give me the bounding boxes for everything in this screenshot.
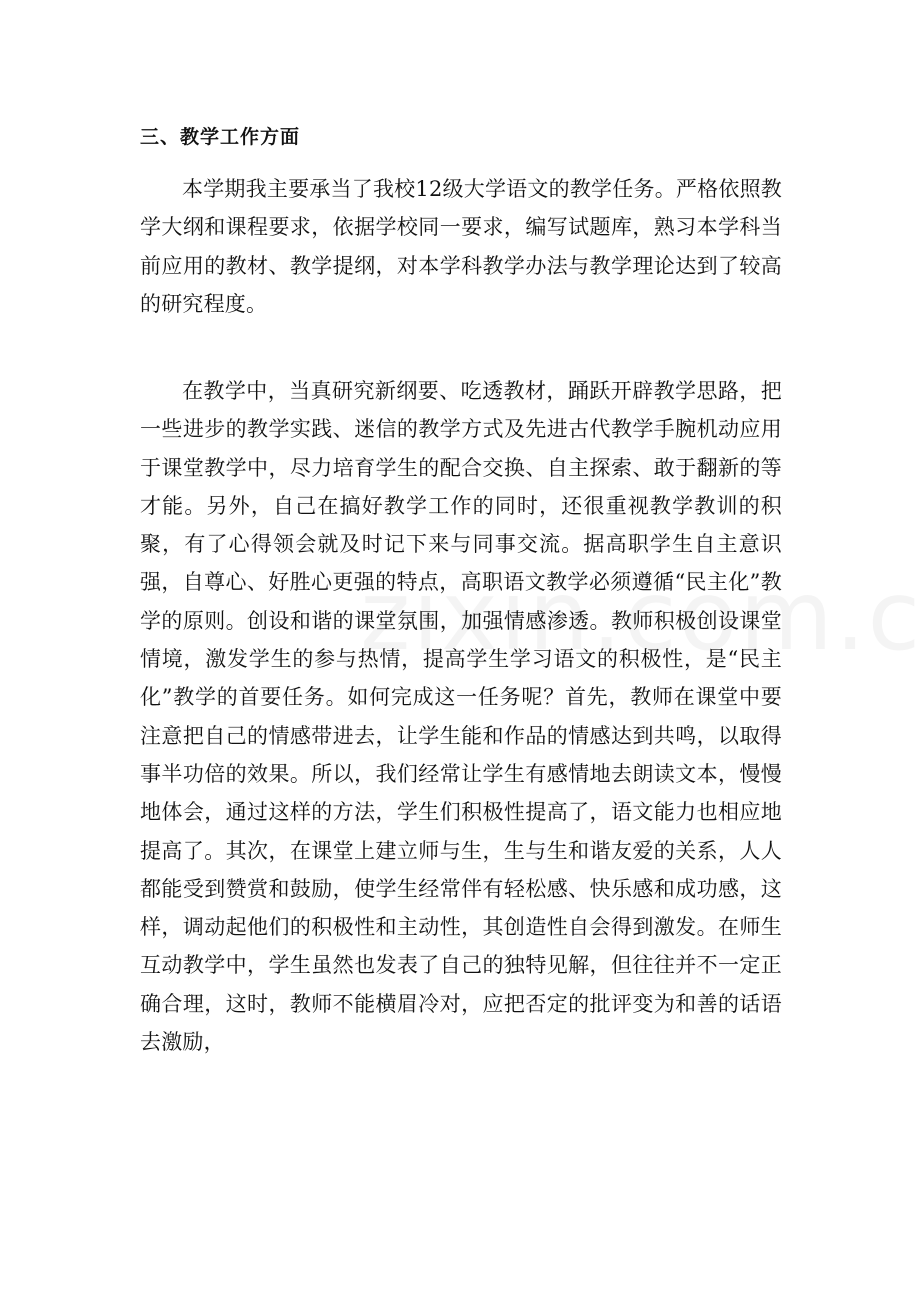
paragraph-1: 本学期我主要承当了我校12级大学语文的教学任务。严格依照教学大纲和课程要求，依据学校同一要求，编写试题库，熟习本学科当前应用的教材、教学提纲，对本学科教学办法与教学理论达到了较高的研究程度。: [140, 177, 782, 316]
paragraph-2: 在教学中，当真研究新纲要、吃透教材，踊跃开辟教学思路，把一些进步的教学实践、迷信的教学方式及先进古代教学手腕机动应用于课堂教学中，尽力培育学生的配合交换、自主探索、敢于翻新的等才能。另外，自己在搞好教学工作的同时，还很重视教学教训的积聚，有了心得领会就及时记下来与同事交流。据高职学生自主意识强，自尊心、好胜心更强的特点，高职语文教学必须遵循“民主化”教学的原则。创设和谐的课堂氛围，加强情感渗透。教师积极创设课堂情境，激发学生的参与热情，提高学生学习语文的积极性，是“民主化”教学的首要任务。如何完成这一任务呢？首先，教师在课堂中要注意把自己的情感带进去，让学生能和作品的情感达到共鸣，以取得事半功倍的效果。所以，我们经常让学生有感情地去朗读文本，慢慢地体会，通过这样的方法，学生们积极性提高了，语文能力也相应地提高了。其次，在课堂上建立师与生，生与生和谐友爱的关系，人人都能受到赞赏和鼓励，使学生经常伴有轻松感、快乐感和成功感，这样，调动起他们的积极性和主动性，其创造性自会得到激发。在师生互动教学中，学生虽然也发表了自己的独特见解，但往往并不一定正确合理，这时，教师不能横眉冷对，应把否定的批评变为和善的话语去激励，: [140, 379, 782, 1055]
section-heading: 三、教学工作方面: [140, 126, 301, 148]
